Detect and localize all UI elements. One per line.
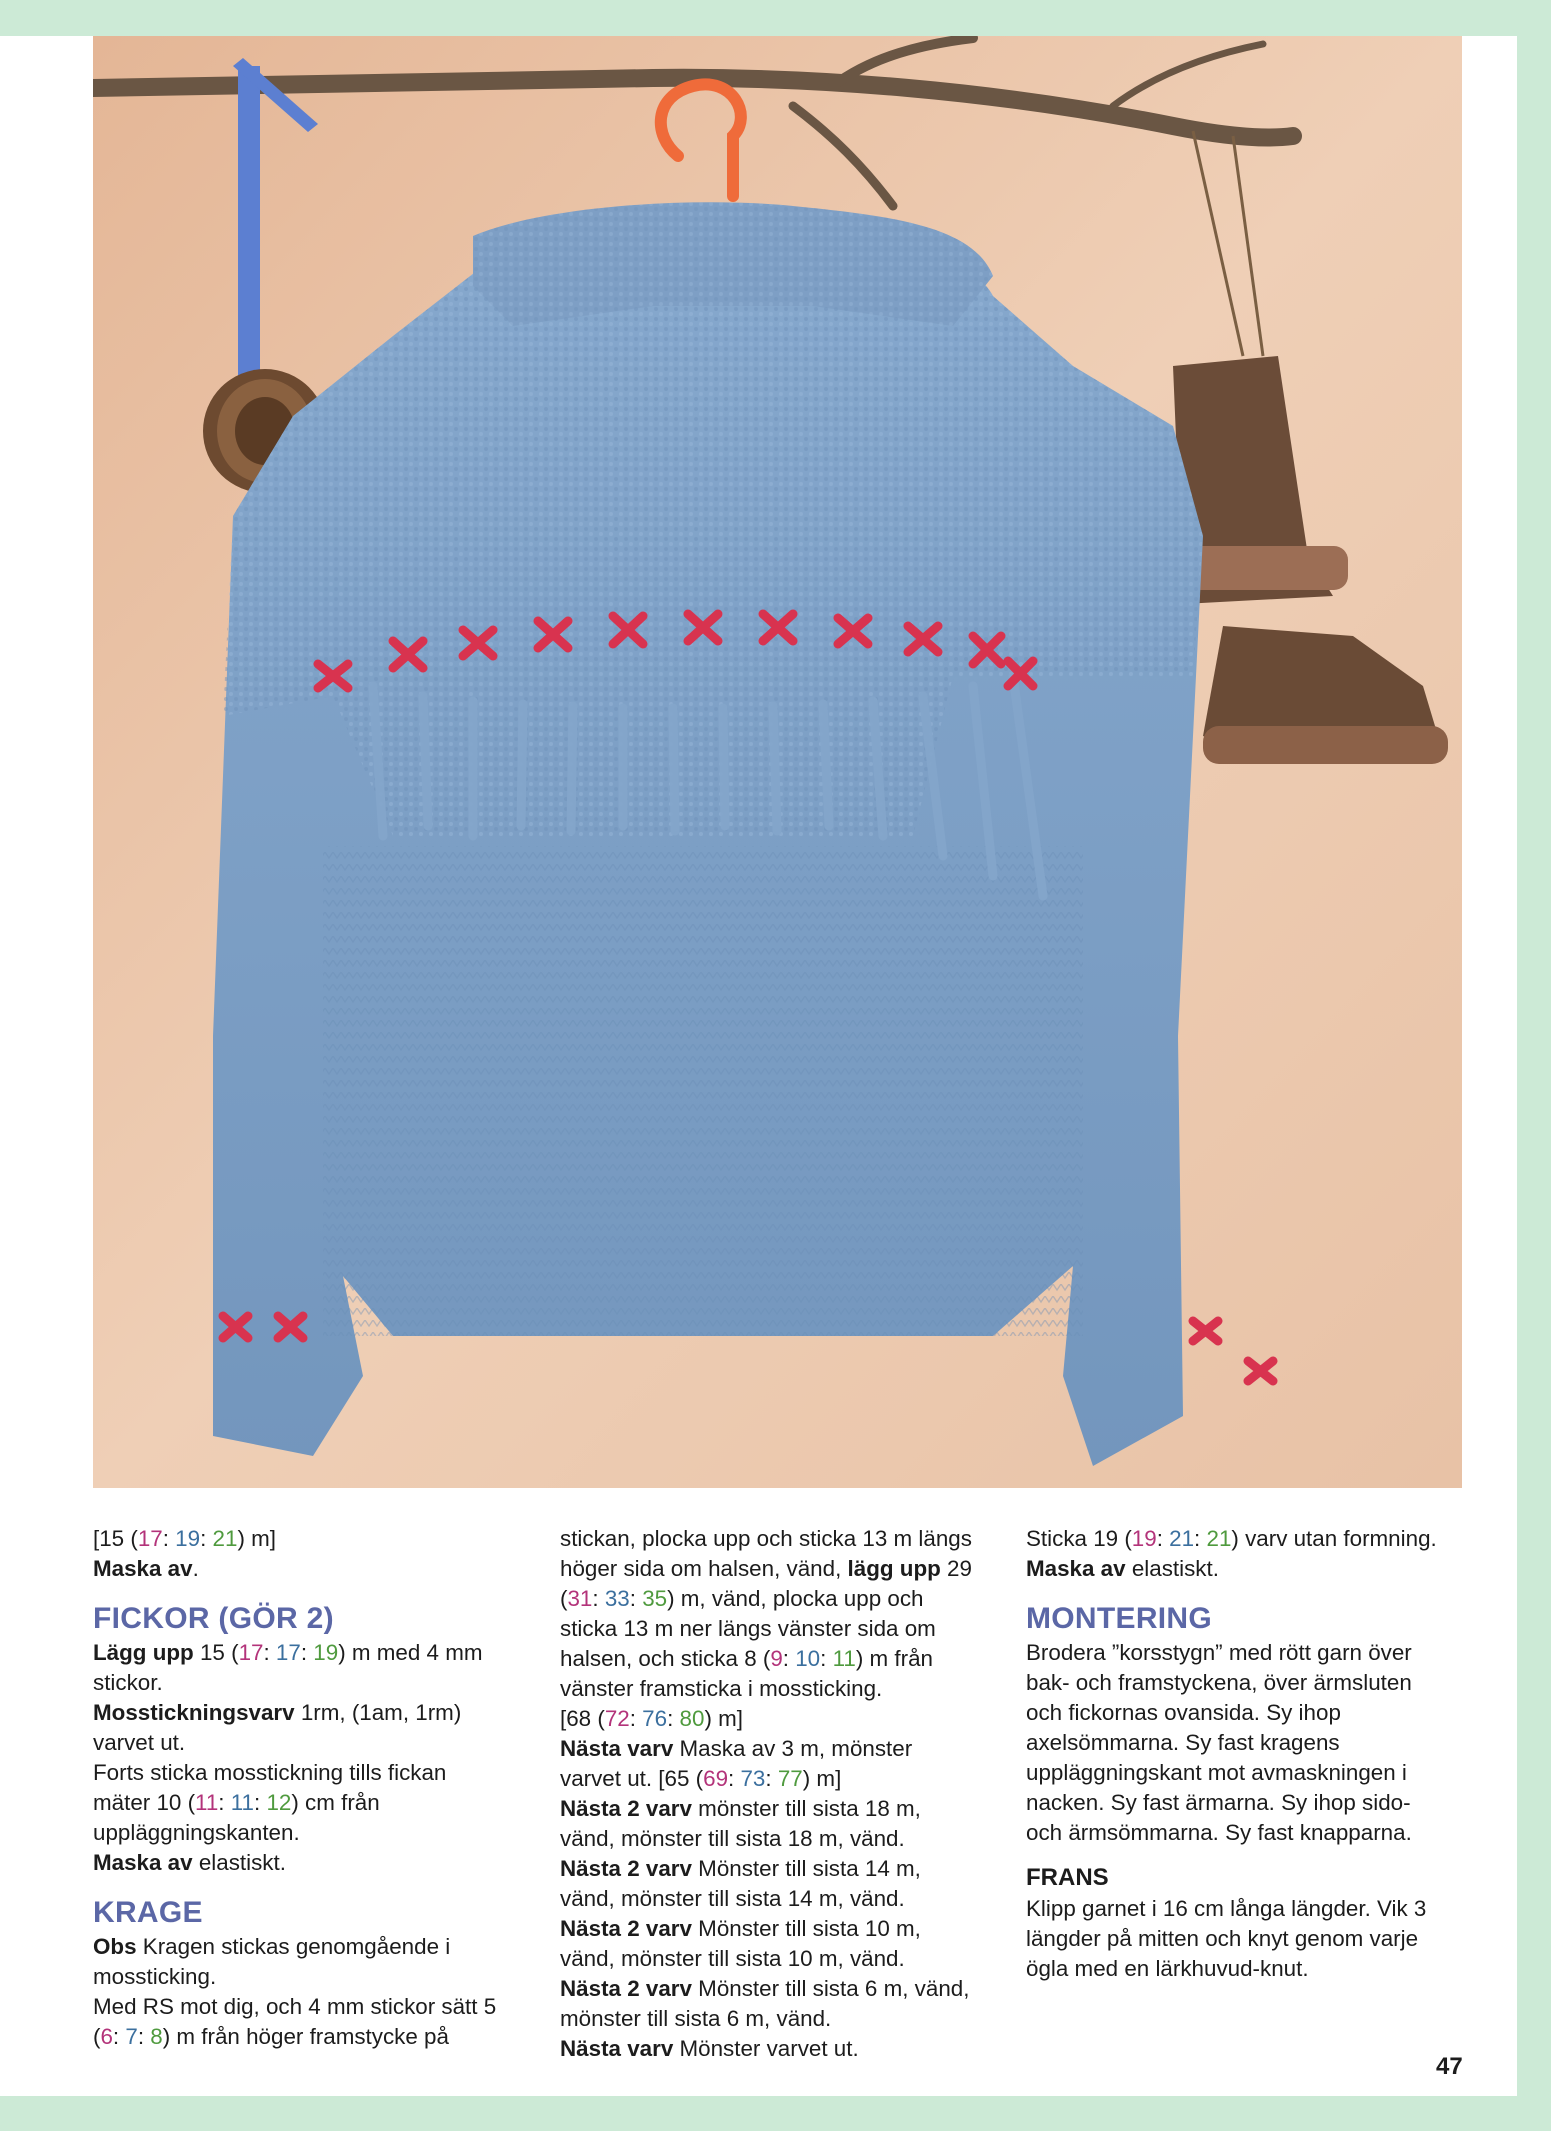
- instruction-line: [68 (72: 76: 80) m]: [560, 1706, 743, 1731]
- instruction-line: vänd, mönster till sista 10 m, vänd.: [560, 1946, 905, 1971]
- magazine-page: [0, 36, 1517, 2096]
- heading-assembly: MONTERING: [1026, 1602, 1213, 1635]
- instruction-line: ögla med en lärkhuvud-knut.: [1026, 1956, 1309, 1981]
- instruction-line: vänd, mönster till sista 14 m, vänd.: [560, 1886, 905, 1911]
- instruction-line: Brodera ”korsstygn” med rött garn över: [1026, 1640, 1412, 1665]
- instruction-line: Klipp garnet i 16 cm långa längder. Vik 3: [1026, 1896, 1427, 1921]
- instruction-line: mäter 10 (11: 11: 12) cm från: [93, 1790, 380, 1815]
- page-number: 47: [1436, 2053, 1463, 2080]
- instruction-line: Mosstickningsvarv 1rm, (1am, 1rm): [93, 1700, 462, 1725]
- instruction-line: uppläggningskanten.: [93, 1820, 300, 1845]
- instruction-line: vänd, mönster till sista 18 m, vänd.: [560, 1826, 905, 1851]
- heading-collar: KRAGE: [93, 1896, 203, 1929]
- heading-pockets: FICKOR (GÖR 2): [93, 1602, 334, 1635]
- instruction-line: Nästa 2 varv Mönster till sista 14 m,: [560, 1856, 921, 1881]
- instruction-line: höger sida om halsen, vänd, lägg upp 29: [560, 1556, 972, 1581]
- instruction-line: Nästa varv Maska av 3 m, mönster: [560, 1736, 913, 1761]
- instruction-line: varvet ut. [65 (69: 73: 77) m]: [560, 1766, 842, 1791]
- text-column-3: [1026, 1524, 1476, 1984]
- sweater-photo: [93, 36, 1462, 1488]
- instruction-line: sticka 13 m ner längs vänster sida om: [560, 1616, 936, 1641]
- instruction-line: varvet ut.: [93, 1730, 186, 1755]
- instruction-line: (6: 7: 8) m från höger framstycke på: [93, 2024, 449, 2049]
- instruction-line: nacken. Sy fast ärmarna. Sy ihop sido-: [1026, 1790, 1411, 1815]
- instruction-line: Med RS mot dig, och 4 mm stickor sätt 5: [93, 1994, 497, 2019]
- sweater-illustration: [93, 36, 1462, 1488]
- instruction-line: och ärmsömmarna. Sy fast knapparna.: [1026, 1820, 1412, 1845]
- instruction-line: axelsömmarna. Sy fast kragens: [1026, 1730, 1340, 1755]
- instruction-line: stickan, plocka upp och sticka 13 m längs: [560, 1526, 972, 1551]
- heading-fringe: FRANS: [1026, 1864, 1109, 1891]
- instruction-line: Nästa 2 varv Mönster till sista 10 m,: [560, 1916, 921, 1941]
- instruction-line: halsen, och sticka 8 (9: 10: 11) m från: [560, 1646, 933, 1671]
- instruction-line: Nästa 2 varv mönster till sista 18 m,: [560, 1796, 921, 1821]
- instruction-line: Maska av elastiskt.: [1026, 1556, 1219, 1581]
- instruction-line: stickor.: [93, 1670, 163, 1695]
- text-column-1: [93, 1524, 543, 2052]
- instruction-line: mossticking.: [93, 1964, 217, 1989]
- stitch-count-line: [15 (17: 19: 21) m]: [93, 1526, 276, 1551]
- instruction-line: bak- och framstyckena, över ärmsluten: [1026, 1670, 1412, 1695]
- instruction-line: mönster till sista 6 m, vänd.: [560, 2006, 832, 2031]
- instruction-line: Forts sticka mosstickning tills fickan: [93, 1760, 447, 1785]
- instruction-line: Lägg upp 15 (17: 17: 19) m med 4 mm: [93, 1640, 483, 1665]
- text-column-2: [560, 1524, 1010, 2064]
- instruction-line: och fickornas ovansida. Sy ihop: [1026, 1700, 1341, 1725]
- instruction-line: längder på mitten och knyt genom varje: [1026, 1926, 1419, 1951]
- bind-off-line: Maska av.: [93, 1556, 199, 1581]
- instruction-line: Obs Kragen stickas genomgående i: [93, 1934, 451, 1959]
- instruction-line: Maska av elastiskt.: [93, 1850, 286, 1875]
- instruction-line: Sticka 19 (19: 21: 21) varv utan formning.: [1026, 1526, 1437, 1551]
- instruction-line: (31: 33: 35) m, vänd, plocka upp och: [560, 1586, 924, 1611]
- instruction-line: vänster framsticka i mossticking.: [560, 1676, 883, 1701]
- instruction-line: uppläggningskant mot avmaskningen i: [1026, 1760, 1407, 1785]
- instruction-line: Nästa 2 varv Mönster till sista 6 m, vänd,: [560, 1976, 970, 2001]
- instruction-line: Nästa varv Mönster varvet ut.: [560, 2036, 859, 2061]
